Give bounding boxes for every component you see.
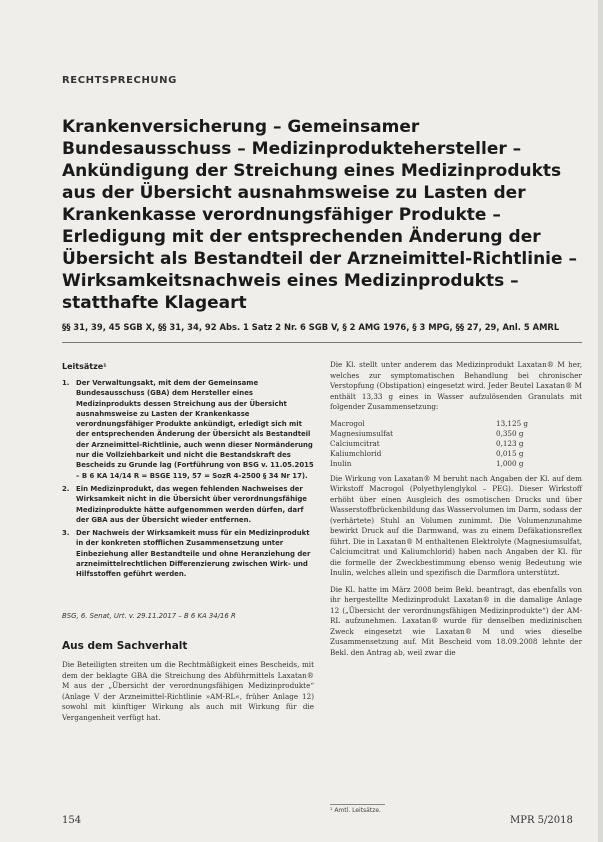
table-row bbox=[330, 419, 582, 429]
table-row bbox=[330, 439, 582, 449]
leitsatz-text: Der Nachweis der Wirksamkeit muss für ein Medizinprodukt in der konkreten stofflichen Zusammensetzung unter Einbeziehung aller Bestandteile und ohne Heranziehung der arzneimittelrechtlichen Differenzierung zwischen Wirk- und Hilfsstoffen geführt werden. bbox=[76, 529, 311, 579]
ingredient-amount: 1,000 g bbox=[496, 459, 524, 469]
leitsatz-text: Der Verwaltungsakt, mit dem der Gemeinsame Bundesausschuss (GBA) dem Hersteller eines Medizinprodukts dessen Streichung aus der Übersicht ausnahmsweise zu Lasten der Krankenkasse verordnungsfähiger Produkte ankündigt, erledigt sich mit der entsprechenden Änderung der Übersicht als Bestandteil der Arzneimittel-Richtlinie, auch wenn dieser Normänderung nur die Vollziehbarkeit und nicht die Bestandskraft des Bescheids zu Grunde lag (Fortführung von BSG v. 11.05.2015 – B 6 KA 14/14 R = BSGE 119, 57 = SozR 4-2500 § 34 Nr 17). bbox=[76, 379, 314, 480]
table-row bbox=[330, 459, 582, 469]
leitsatz-text: Ein Medizinprodukt, das wegen fehlenden Nachweises der Wirksamkeit nicht in die Übersicht über verordnungsfähige Medizinprodukte hätte aufgenommen werden dürfen, darf der GBA aus der Übersicht wieder entfernen. bbox=[76, 484, 307, 524]
ingredient-name: Kaliumchlorid bbox=[330, 449, 382, 459]
leitsatz-item-3 bbox=[62, 528, 314, 579]
ingredient-amount: 13,125 g bbox=[496, 418, 529, 428]
leitsatz-item-1 bbox=[62, 378, 314, 481]
divider-rule bbox=[62, 342, 582, 343]
section-heading: Aus dem Sachverhalt bbox=[62, 640, 188, 652]
ingredient-amount: 0,015 g bbox=[496, 449, 524, 459]
leitsatz-number: 3. bbox=[62, 529, 70, 538]
leitsatz-number: 1. bbox=[62, 379, 70, 387]
table-row bbox=[330, 429, 582, 439]
left-body-paragraph: Die Beteiligten streiten um die Rechtmäßigkeit eines Bescheids, mit dem der beklagte GBA die Streichung des Abführmittels Laxatan® M aus der „Übersicht der verordnungsfähigen Medizinprodukte“ (Anlage V der Arzneimittel-Richtlinie »AM-RL«, früher Anlage 12) sowohl mit künftiger Wirkung als auch mit Wirkung für die Vergangenheit verfügt hat. bbox=[62, 660, 314, 722]
table-row bbox=[330, 449, 582, 459]
page-number: 154 bbox=[62, 815, 82, 826]
body-paragraph: Die Wirkung von Laxatan® M beruht nach Angaben der Kl. auf dem Wirkstoff Macrogol (Polyethylenglykol – PEG). Dieser Wirkstoff erhöht über einen Ausgleich des osmotischen Drucks und über Wasserstoffbrückenbildung das Wasservolumen im Darm, sodass der (verhärtete) Stuhl an Volumen zunimmt. Die Volumenzunahme bewirkt Druck auf die Darmwand, was zu einem Defäkationsreflex führt. Die in Laxatan® M enthaltenen Elektrolyte (Magnesiumsulfat, Calciumcitrat und Kaliumchlorid) haben nach Angaben der Kl. für die formelle der Zweckbestimmung ebenso wenig Bedeutung wie Inulin, welches allein und spezifisch die Darmflora unterstützt. bbox=[330, 473, 582, 578]
scan-edge bbox=[598, 0, 603, 842]
intro-paragraph: Die Kl. stellt unter anderem das Medizinprodukt Laxatan® M her, welches zur symptomatischen Behandlung bei chronischer Verstopfung (Obstipation) eingesetzt wird. Jeder Beutel Laxatan® M enthält 13,33 g eines in Wasser aufzulösenden Granulats mit folgender Zusammensetzung: bbox=[330, 360, 582, 411]
ingredient-name: Inulin bbox=[330, 459, 352, 469]
footnote: ¹ Amtl. Leitsätze. bbox=[330, 807, 381, 814]
leitsatz-number: 2. bbox=[62, 484, 70, 493]
leitsatz-item-2 bbox=[62, 484, 314, 525]
article-title: Krankenversicherung – Gemeinsamer Bundesausschuss – Medizinproduktehersteller – Ankündigung der Streichung eines Medizinprodukts aus der Übersicht ausnahmsweise zu Lasten der Krankenkasse verordnungsfähiger Produkte – Erledigung mit der entsprechenden Änderung der Übersicht als Bestandteil der Arzneimittel-Richtlinie – Wirksamkeitsnachweis eines Medizinprodukts – statthafte Klageart bbox=[62, 117, 577, 313]
body-paragraph: Die Kl. hatte im März 2008 beim Bekl. beantragt, das ebenfalls von ihr hergestellte Medizinprodukt Laxatan® in die damalige Anlage 12 („Übersicht der verordnungsfähigen Medizinprodukte“) der AM-RL aufzunehmen. Laxatan® wurde für denselben medizinischen Zweck eingesetzt wie Laxatan® M und wies dieselbe Zusammensetzung auf. Mit Bescheid vom 18.09.2008 lehnte der Bekl. den Antrag ab, weil zwar die bbox=[330, 584, 582, 657]
ingredient-name: Magnesiumsulfat bbox=[330, 428, 394, 438]
norms-line: §§ 31, 39, 45 SGB X, §§ 31, 34, 92 Abs. 1 Satz 2 Nr. 6 SGB V, § 2 AMG 1976, § 3 MPG, §§ 27, 29, Anl. 5 AMRL bbox=[62, 322, 560, 332]
ingredient-amount: 0,123 g bbox=[496, 438, 524, 448]
leitsaetze-label: Leitsätze¹ bbox=[62, 362, 107, 371]
composition-table bbox=[330, 419, 582, 470]
ingredient-amount: 0,350 g bbox=[496, 428, 524, 438]
leitsaetze-list bbox=[62, 378, 314, 583]
ingredient-name: Macrogol bbox=[330, 418, 365, 428]
ingredient-name: Calciumcitrat bbox=[330, 438, 380, 448]
footnote-rule bbox=[330, 804, 385, 805]
section-label: RECHTSPRECHUNG bbox=[62, 75, 177, 86]
right-column bbox=[330, 360, 582, 658]
court-citation: BSG, 6. Senat, Urt. v. 29.11.2017 – B 6 KA 34/16 R bbox=[62, 612, 236, 620]
journal-issue: MPR 5/2018 bbox=[510, 815, 573, 826]
